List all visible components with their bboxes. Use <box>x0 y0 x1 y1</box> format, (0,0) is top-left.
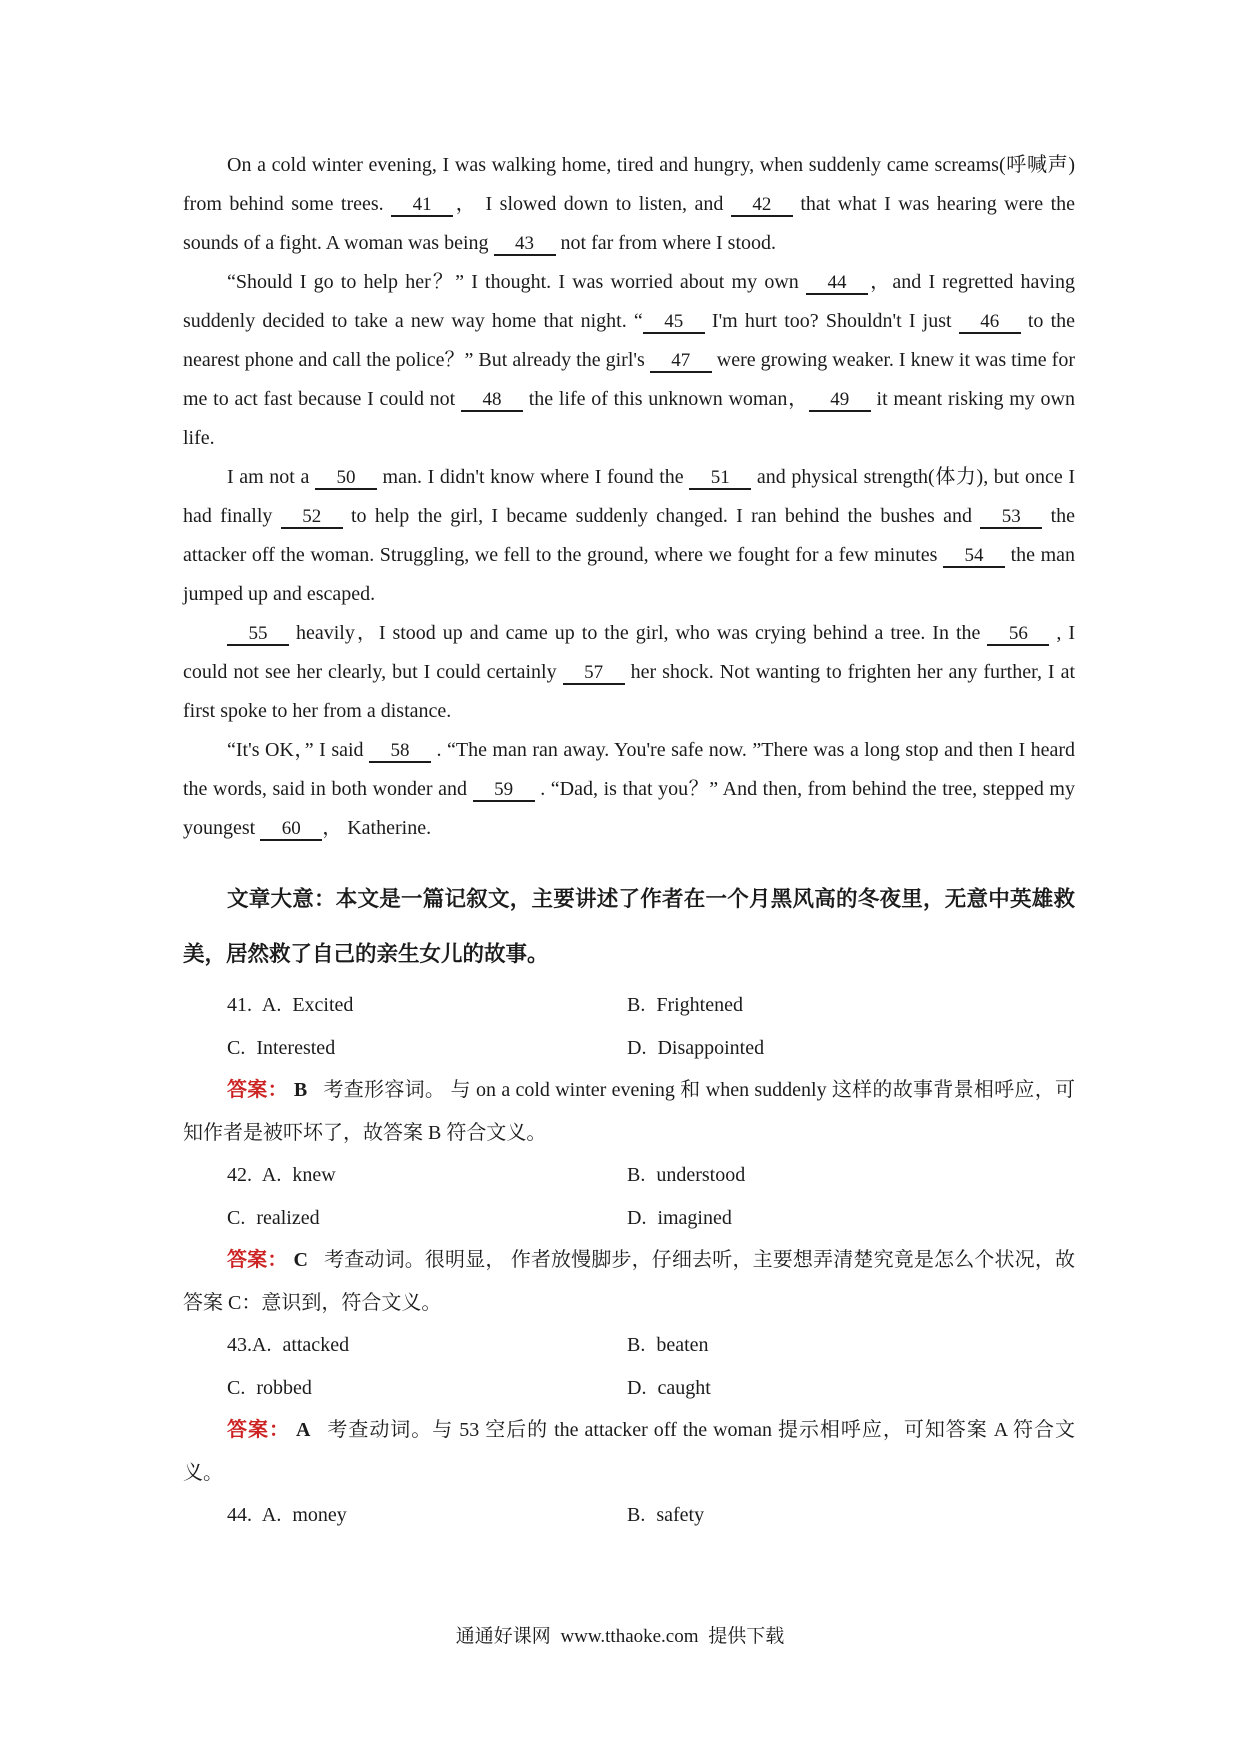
option-43-c: C. robbed <box>227 1376 312 1399</box>
question-43-options-row-2 <box>183 1367 1075 1410</box>
cloze-blank-53: 53 <box>980 506 1042 529</box>
cloze-blank-47: 47 <box>650 350 712 373</box>
option-42-a: 42. A. knew <box>227 1164 336 1186</box>
option-41-a: 41. A. Excited <box>227 994 354 1016</box>
answer-41-letter: B <box>293 1079 308 1101</box>
answer-42-letter: C <box>293 1249 308 1271</box>
page-content <box>183 146 1075 1537</box>
passage-paragraph-2: “Should I go to help her？” I thought. I was worried about my own 44 ，and I regretted having suddenly decided to take a new way home that night. “ 45 I'm hurt too? Shouldn't I just 46 to the nearest phone and call the police？” But already the girl's 47 were growing weaker. I knew it was time for me to act fast because I could not 48 the life of this unknown woman， 49 it meant risking my own life. <box>183 271 1076 449</box>
cloze-blank-51: 51 <box>689 467 751 490</box>
answer-42 <box>183 1239 1075 1324</box>
cloze-blank-54: 54 <box>943 545 1005 568</box>
option-43-b: B. beaten <box>627 1334 709 1356</box>
option-42-d: D. imagined <box>627 1206 732 1229</box>
cloze-blank-58: 58 <box>369 740 431 763</box>
option-43-a: 43.A. attacked <box>227 1334 350 1356</box>
cloze-blank-56: 56 <box>987 623 1049 646</box>
answer-43-letter: A <box>295 1419 311 1441</box>
cloze-blank-52: 52 <box>281 506 343 529</box>
cloze-blank-60: 60 <box>260 818 322 841</box>
answer-42-label: 答案： <box>227 1249 288 1271</box>
answer-43-label: 答案： <box>227 1419 290 1441</box>
option-43-d: D. caught <box>627 1376 711 1399</box>
passage-paragraph-1: On a cold winter evening, I was walking home, tired and hungry, when suddenly came screams(呼喊声) from behind some trees. 41 ， I slowed down to listen, and 42 that what I was hearing were the sounds of a fight. A woman was being 43 not far from where I stood. <box>183 154 1076 254</box>
option-41-d: D. Disappointed <box>627 1036 765 1059</box>
answer-42-explanation: 考查动词。很明显， 作者放慢脚步，仔细去听，主要想弄清楚究竟是怎么个状况，故答案 C：意识到，符合文义。 <box>183 1249 1076 1314</box>
cloze-blank-48: 48 <box>461 389 523 412</box>
answer-41-label: 答案： <box>227 1079 288 1101</box>
question-41-options-row-1 <box>183 984 1075 1027</box>
cloze-blank-43: 43 <box>494 233 556 256</box>
cloze-blank-46: 46 <box>959 311 1021 334</box>
question-44 <box>183 1494 1075 1537</box>
question-42-options-row-1 <box>183 1154 1075 1197</box>
option-44-b: B. safety <box>627 1504 705 1526</box>
question-41-options-row-2 <box>183 1027 1075 1070</box>
cloze-blank-45: 45 <box>643 311 705 334</box>
page-footer: 通通好课网 www.tthaoke.com 提供下载 <box>455 1626 785 1647</box>
passage-summary: 文章大意：本文是一篇记叙文，主要讲述了作者在一个月黑风高的冬夜里，无意中英雄救美，居然救了自己的亲生女儿的故事。 <box>183 887 1075 966</box>
answer-43 <box>183 1409 1075 1494</box>
option-41-c: C. Interested <box>227 1036 336 1059</box>
option-41-b: B. Frightened <box>627 994 743 1016</box>
passage-paragraph-5: “It's OK，” I said 58 . “The man ran away. You're safe now. ”There was a long stop and then I heard the words, said in both wonder and 59 . “Dad, is that you？” And then, from behind the tree, stepped my youngest 60 ， Katherine. <box>183 739 1075 839</box>
cloze-blank-41: 41 <box>391 194 453 217</box>
question-43 <box>183 1324 1075 1494</box>
cloze-blank-50: 50 <box>315 467 377 490</box>
cloze-blank-55: 55 <box>227 623 289 646</box>
passage-paragraph-3: I am not a 50 man. I didn't know where I found the 51 and physical strength(体力), but once I had finally 52 to help the girl, I became suddenly changed. I ran behind the bushes and 53 the attacker off the woman. Struggling, we fell to the ground, where we fought for a few minutes 54 the man jumped up and escaped. <box>183 466 1076 605</box>
question-41 <box>183 984 1075 1154</box>
cloze-blank-49: 49 <box>809 389 871 412</box>
answer-43-explanation: 考查动词。与 53 空后的 the attacker off the woman 提示相呼应，可知答案 A 符合文义。 <box>183 1419 1076 1484</box>
option-42-b: B. understood <box>627 1164 746 1186</box>
question-43-options-row-1 <box>183 1324 1075 1367</box>
answer-41 <box>183 1069 1075 1154</box>
option-44-a: 44. A. money <box>227 1504 347 1526</box>
cloze-blank-59: 59 <box>473 779 535 802</box>
cloze-blank-42: 42 <box>731 194 793 217</box>
cloze-blank-44: 44 <box>806 272 868 295</box>
question-44-options-row-1 <box>183 1494 1075 1537</box>
passage-paragraph-4: 55 heavily，I stood up and came up to the girl, who was crying behind a tree. In the 56 , I could not see her clearly, but I could certainly 57 her shock. Not wanting to frighten her any further, I at first spoke to her from a distance. <box>183 622 1076 722</box>
question-42-options-row-2 <box>183 1197 1075 1240</box>
question-42 <box>183 1154 1075 1324</box>
questions-section <box>183 984 1075 1537</box>
cloze-blank-57: 57 <box>563 662 625 685</box>
option-42-c: C. realized <box>227 1206 320 1229</box>
answer-41-explanation: 考查形容词。 与 on a cold winter evening 和 when suddenly 这样的故事背景相呼应，可知作者是被吓坏了，故答案 B 符合文义。 <box>183 1079 1075 1144</box>
